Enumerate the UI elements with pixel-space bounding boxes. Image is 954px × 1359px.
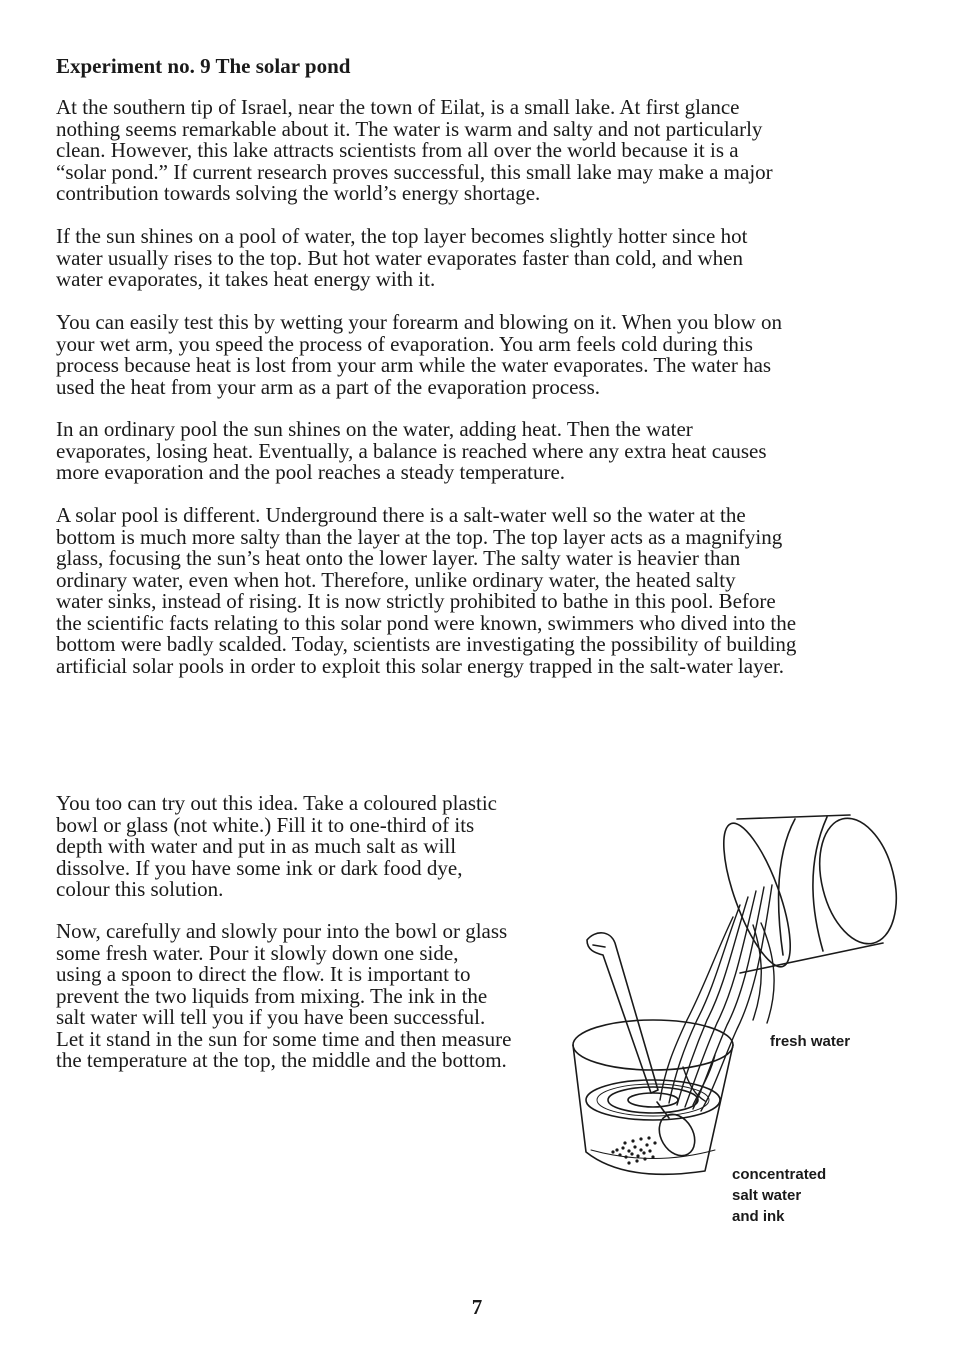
text-line: depth with water and put in as much salt as will bbox=[56, 834, 457, 858]
text-line: bottom is much more salty than the layer at the top. The top layer acts as a magnifying bbox=[56, 524, 783, 549]
pouring-glass bbox=[710, 810, 908, 974]
text-line: contribution towards solving the world’s energy shortage. bbox=[56, 181, 541, 205]
paragraph-intro bbox=[56, 97, 916, 205]
solar-pond-illustration bbox=[565, 805, 910, 1235]
text-line: the scientific facts relating to this solar pond were known, swimmers who dived into the bbox=[56, 610, 797, 635]
text-line: A solar pool is different. Underground there is a salt-water well so the water at the bbox=[56, 503, 746, 527]
text-line: nothing seems remarkable about it. The water is warm and salty and not particularly bbox=[56, 116, 763, 141]
text-line: Now, carefully and slowly pour into the bowl or glass bbox=[56, 919, 508, 943]
text-line: bowl or glass (not white.) Fill it to one-third of its bbox=[56, 812, 475, 837]
text-line: ordinary water, even when hot. Therefore, unlike ordinary water, the heated salty bbox=[56, 567, 736, 592]
text-line: In an ordinary pool the sun shines on the water, adding heat. Then the water bbox=[56, 417, 693, 441]
text-line: clean. However, this lake attracts scientists from all over the world because it is a bbox=[56, 138, 739, 162]
text-line: some fresh water. Pour it slowly down one side, bbox=[56, 940, 459, 965]
text-line: water evaporates, it takes heat energy with it. bbox=[56, 267, 436, 291]
text-line: bottom were badly scalded. Today, scientists are investigating the possibility of building bbox=[56, 632, 797, 656]
text-line: water sinks, instead of rising. It is now strictly prohibited to bathe in this pool. Before bbox=[56, 589, 776, 613]
page-number: 7 bbox=[471, 1295, 483, 1319]
text-line: evaporates, losing heat. Eventually, a balance is reached where any extra heat causes bbox=[56, 438, 767, 463]
text-line: prevent the two liquids from mixing. The ink in the bbox=[56, 983, 488, 1008]
text-line: more evaporation and the pool reaches a steady temperature. bbox=[56, 460, 566, 484]
page-heading: Experiment no. 9 The solar pond bbox=[56, 54, 351, 78]
text-line: process because heat is lost from your arm while the water evaporates. The water has bbox=[56, 353, 772, 377]
text-line: used the heat from your arm as a part of the evaporation process. bbox=[56, 374, 601, 399]
paragraph-evaporation bbox=[56, 226, 916, 291]
text-line: glass, focusing the sun’s heat onto the lower layer. The salty water is heavier than bbox=[56, 546, 741, 570]
label-line: salt water bbox=[732, 1187, 802, 1204]
label-line: concentrated bbox=[732, 1166, 827, 1183]
paragraph-pour-fresh-water bbox=[56, 921, 566, 1072]
text-line: artificial solar pools in order to exploit this solar energy trapped in the salt-water layer. bbox=[56, 653, 784, 678]
paragraph-solar-pool bbox=[56, 505, 916, 677]
text-line: If the sun shines on a pool of water, the top layer becomes slightly hotter since hot bbox=[56, 224, 748, 248]
paragraph-ordinary-pool bbox=[56, 419, 916, 484]
text-line: At the southern tip of Israel, near the town of Eilat, is a small lake. At first glance bbox=[56, 95, 740, 119]
paragraph-forearm-test bbox=[56, 312, 916, 398]
text-line: using a spoon to direct the flow. It is important to bbox=[56, 962, 471, 986]
text-line: salt water will tell you if you have been successful. bbox=[56, 1005, 486, 1029]
text-line: colour this solution. bbox=[56, 877, 224, 901]
text-line: “solar pond.” If current research proves successful, this small lake may make a major bbox=[56, 159, 773, 184]
text-line: your wet arm, you speed the process of evaporation. You arm feels cold during this bbox=[56, 331, 753, 356]
text-line: the temperature at the top, the middle and the bottom. bbox=[56, 1048, 507, 1072]
text-line: You can easily test this by wetting your forearm and blowing on it. When you blow on bbox=[56, 310, 782, 334]
spoon bbox=[587, 933, 702, 1162]
paragraph-try-it bbox=[56, 793, 566, 901]
text-line: You too can try out this idea. Take a coloured plastic bbox=[56, 791, 497, 815]
fresh-water-stream bbox=[660, 885, 774, 1111]
text-line: water usually rises to the top. But hot water evaporates faster than cold, and when bbox=[56, 245, 743, 270]
label-salt-water bbox=[732, 1164, 826, 1227]
label-fresh-water: fresh water bbox=[770, 1033, 851, 1050]
text-line: dissolve. If you have some ink or dark food dye, bbox=[56, 855, 463, 880]
text-line: Let it stand in the sun for some time and then measure bbox=[56, 1026, 512, 1051]
salt-crystals bbox=[611, 1136, 656, 1164]
label-line: and ink bbox=[732, 1208, 785, 1225]
